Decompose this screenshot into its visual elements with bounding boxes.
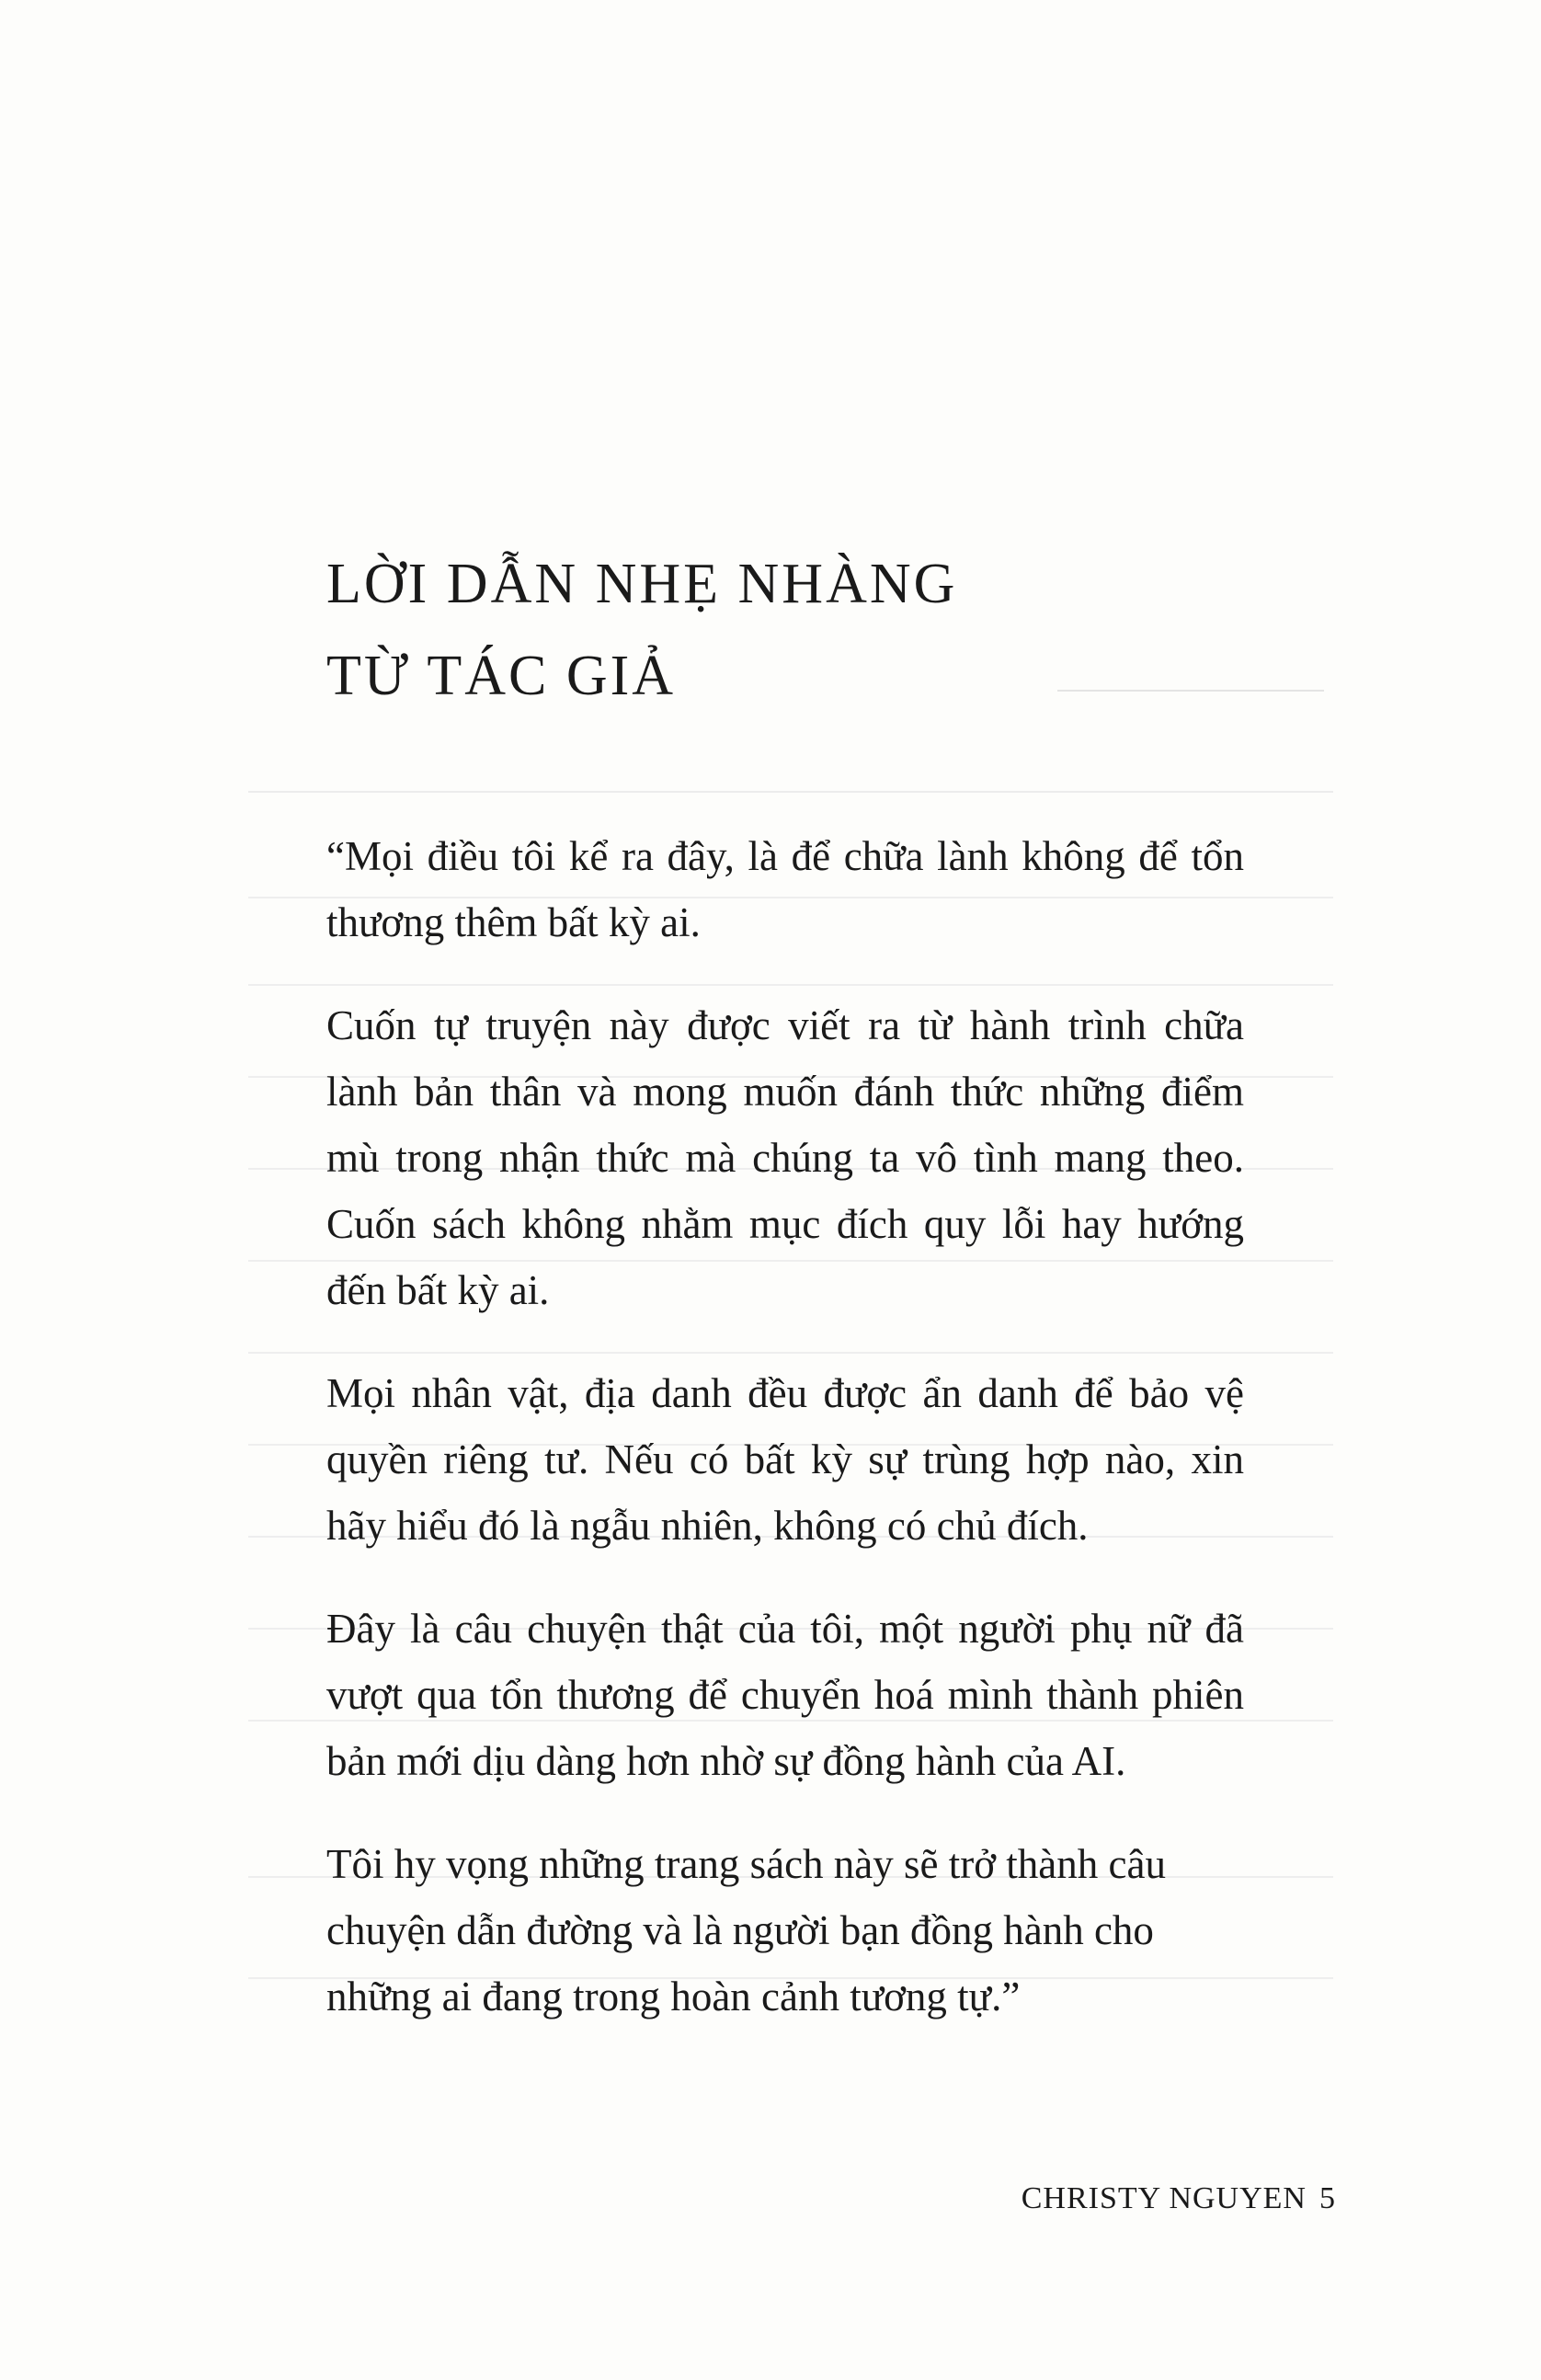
page-number: 5 xyxy=(1319,2181,1336,2215)
paragraph: “Mọi điều tôi kể ra đây, là để chữa lành không để tổn thương thêm bất kỳ ai. xyxy=(326,833,1244,945)
title-line-2: TỪ TÁC GIẢ xyxy=(326,645,677,707)
paragraph: Đây là câu chuyện thật của tôi, một người phụ nữ đã vượt qua tổn thương để chuyển hoá mình thành phiên bản mới dịu dàng hơn nhờ sự đồng hành của AI. xyxy=(326,1606,1244,1784)
body-text xyxy=(326,823,1244,2066)
page-title xyxy=(326,538,957,722)
running-footer xyxy=(1022,2181,1336,2216)
title-line-1: LỜI DẪN NHẸ NHÀNG xyxy=(326,553,958,615)
paragraph: Cuốn tự truyện này được viết ra từ hành trình chữa lành bản thân và mong muốn đánh thức những điểm mù trong nhận thức mà chúng ta vô tình mang theo. Cuốn sách không nhằm mục đích quy lỗi hay hướng đến bất kỳ ai. xyxy=(326,1002,1244,1313)
footer-author: CHRISTY NGUYEN xyxy=(1021,2181,1307,2215)
paragraph: Mọi nhân vật, địa danh đều được ẩn danh để bảo vệ quyền riêng tư. Nếu có bất kỳ sự trùng hợp nào, xin hãy hiểu đó là ngẫu nhiên, không có chủ đích. xyxy=(326,1370,1244,1549)
paragraph: Tôi hy vọng những trang sách này sẽ trở thành câu chuyện dẫn đường và là người bạn đồng hành cho những ai đang trong hoàn cảnh tương tự.” xyxy=(326,1841,1166,2020)
